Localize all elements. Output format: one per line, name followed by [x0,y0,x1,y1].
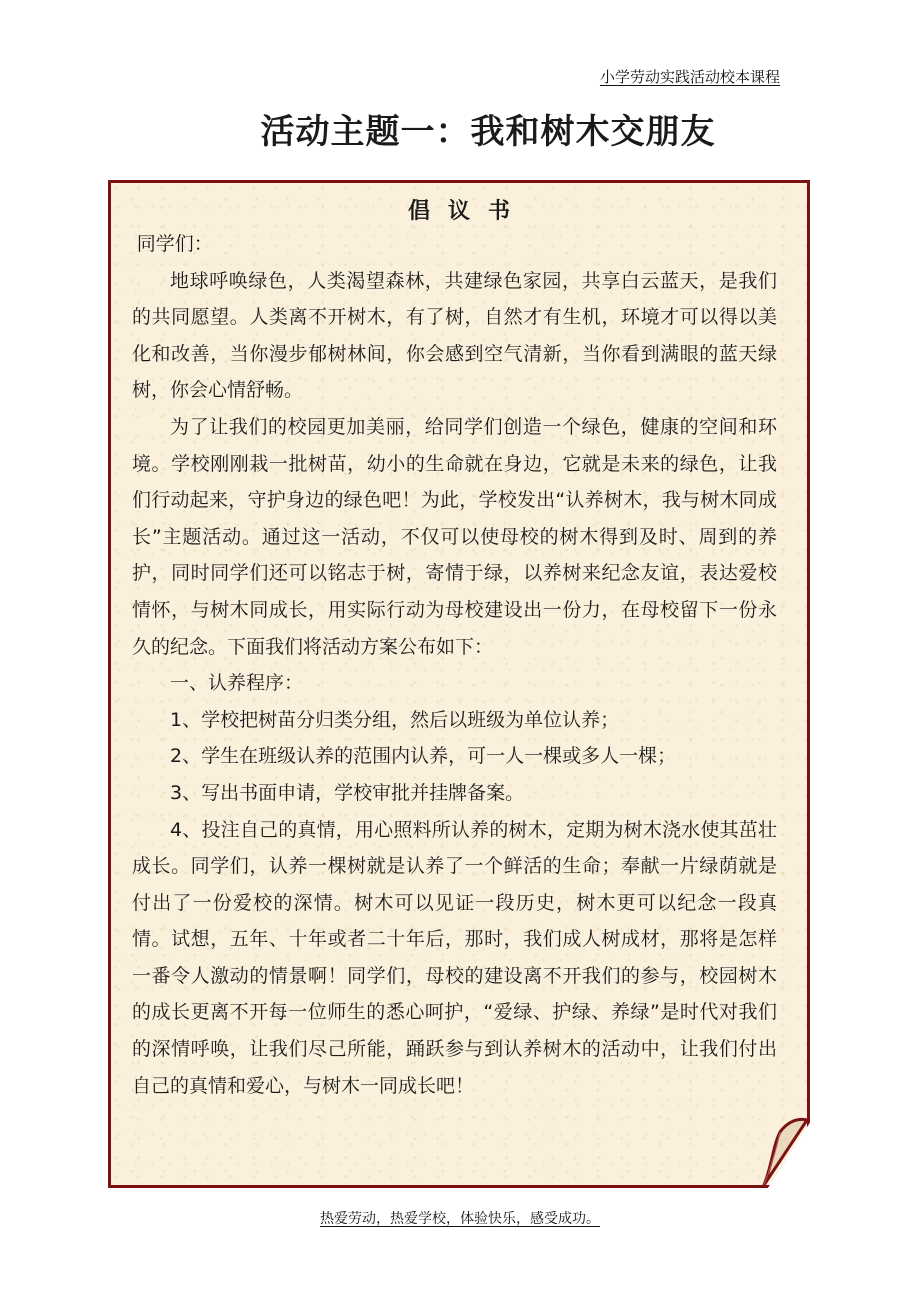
footer-motto: 热爱劳动，热爱学校，体验快乐，感受成功。 [320,1211,600,1227]
course-header: 小学劳动实践活动校本课程 [599,68,780,86]
section-heading: 一、认养程序： [170,672,304,695]
paragraph: 地球呼唤绿色，人类渴望森林，共建绿色家园，共享白云蓝天，是我们的共同愿望。人类离不开树木，有了树，自然才有生机，环境才可以得以美化和改善，当你漫步郁树林间，你会感到空气清新，当你看到满眼的蓝天绿树，你会心情舒畅。 [132,269,777,402]
paragraph: 为了让我们的校园更加美丽，给同学们创造一个绿色，健康的空间和环境。学校刚刚栽一批树苗，幼小的生命就在身边，它就是未来的绿色，让我们行动起来，守护身边的绿色吧！为此，学校发出“认养树木，我与树木同成长”主题活动。通过这一活动，不仅可以使母校的树木得到及时、周到的养护，同时同学们还可以铭志于树，寄情于绿，以养树来纪念友谊，表达爱校情怀，与树木同成长，用实际行动为母校建设出一份力，在母校留下一份永久的纪念。下面我们将活动方案公布如下： [132,415,777,658]
list-item: 4、投注自己的真情，用心照料所认养的树木，定期为树木浇水使其茁壮成长。同学们，认养一棵树就是认养了一个鲜活的生命；奉献一片绿荫就是付出了一份爱校的深情。树木可以见证一段历史，树木更可以纪念一段真情。试想，五年、十年或者二十年后，那时，我们成人树成材，那将是怎样一番令人激动的情景啊！同学们，母校的建设离不开我们的参与，校园树木的成长更离不开每一位师生的悉心呵护，“爱绿、护绿、养绿”是时代对我们的深情呼唤，让我们尽己所能，踊跃参与到认养树木的活动中，让我们付出自己的真情和爱心，与树木一同成长吧！ [132,818,777,1097]
proposal-scroll [108,180,810,1188]
document-body [132,226,777,1104]
document-heading: 倡议书 [407,199,528,224]
salutation: 同学们： [136,233,213,255]
list-item: 1、学校把树苗分归类分组，然后以班级为单位认养； [170,708,620,731]
page-title: 活动主题一：我和树木交朋友 [260,112,716,152]
list-item: 2、学生在班级认养的范围内认养，可一人一棵或多人一棵； [170,745,677,768]
list-item: 3、写出书面申请，学校审批并挂牌备案。 [170,781,525,804]
